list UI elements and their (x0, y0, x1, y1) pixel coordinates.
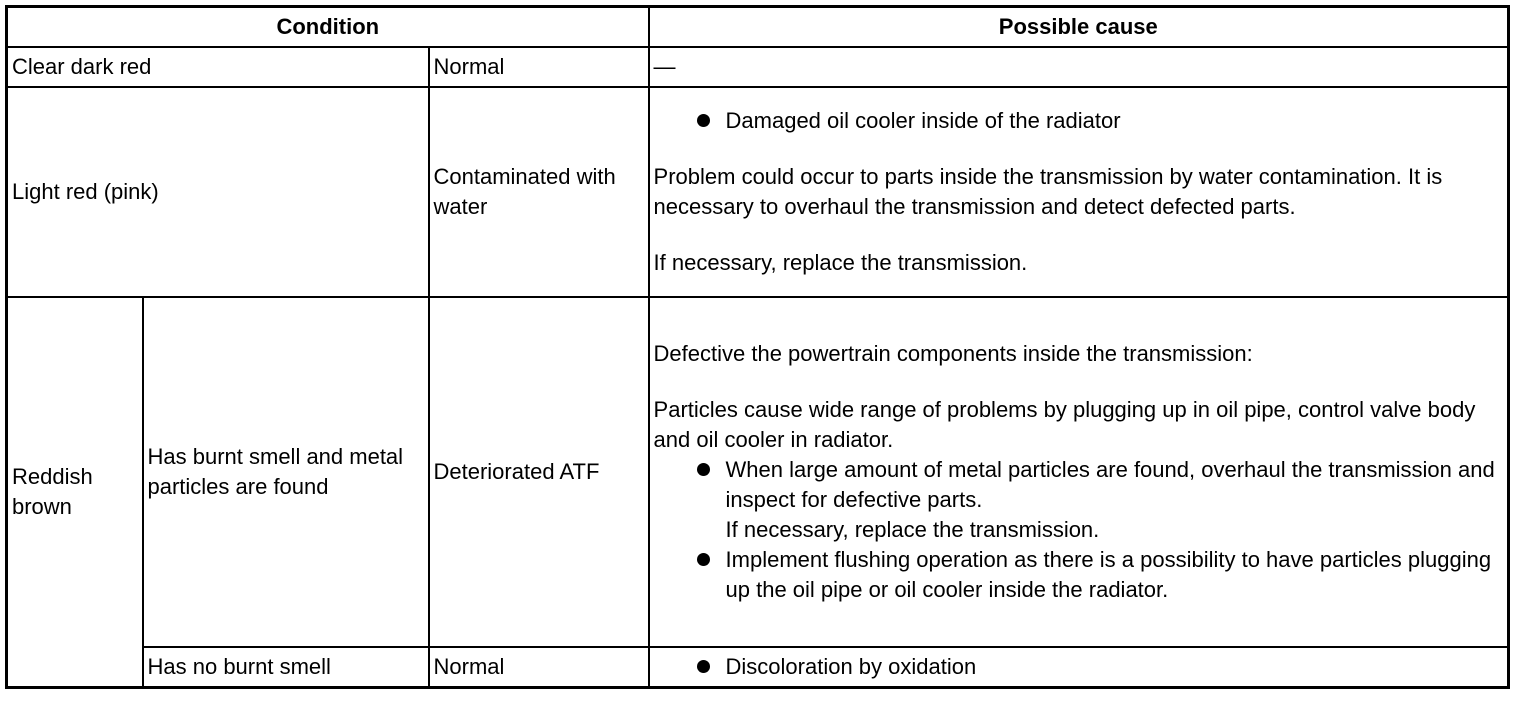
cause-cell (649, 87, 1509, 297)
table-row (7, 297, 1509, 647)
bullet-icon (697, 463, 710, 476)
state-cell: Deteriorated ATF (429, 297, 649, 647)
bullet-item (654, 106, 1504, 136)
table-row (7, 87, 1509, 297)
cause-paragraph: Defective the powertrain components inside the transmission: (653, 341, 1253, 366)
bullet-note: If necessary, replace the transmission. (725, 517, 1100, 542)
cause-paragraph: Particles cause wide range of problems by plugging up in oil pipe, control valve body and oil cooler in radiator. (653, 397, 1476, 452)
cause-paragraph: If necessary, replace the transmission. (653, 250, 1028, 275)
atf-condition-table (5, 5, 1510, 689)
cause-paragraph: Problem could occur to parts inside the transmission by water contamination. It is necessary to overhaul the transmission and detect defected parts. (653, 164, 1443, 219)
bullet-text: Implement flushing operation as there is a possibility to have particles plugging up the oil pipe or oil cooler inside the radiator. (725, 547, 1492, 602)
bullet-text: Discoloration by oxidation (725, 654, 977, 679)
table-row (7, 647, 1509, 688)
cause-cell (649, 647, 1509, 688)
bullet-item (654, 545, 1504, 605)
smell-cell: Has no burnt smell (143, 647, 429, 688)
table-row (7, 47, 1509, 87)
state-cell: Contaminated with water (429, 87, 649, 297)
bullet-icon (697, 553, 710, 566)
bullet-icon (697, 114, 710, 127)
state-cell: Normal (429, 647, 649, 688)
color-cell: Reddish brown (7, 297, 143, 688)
color-cell: Light red (pink) (7, 87, 429, 297)
smell-cell: Has burnt smell and metal particles are found (143, 297, 429, 647)
possible-cause-header: Possible cause (649, 7, 1509, 48)
bullet-item (654, 652, 1504, 682)
state-cell: Normal (429, 47, 649, 87)
condition-header: Condition (7, 7, 649, 48)
color-cell: Clear dark red (7, 47, 429, 87)
cause-cell: — (649, 47, 1509, 87)
bullet-text: When large amount of metal particles are found, overhaul the transmission and inspect for defective parts. (725, 457, 1495, 512)
cause-cell (649, 297, 1509, 647)
table-header-row (7, 7, 1509, 48)
bullet-icon (697, 660, 710, 673)
bullet-text: Damaged oil cooler inside of the radiator (725, 108, 1121, 133)
bullet-item (654, 455, 1504, 515)
